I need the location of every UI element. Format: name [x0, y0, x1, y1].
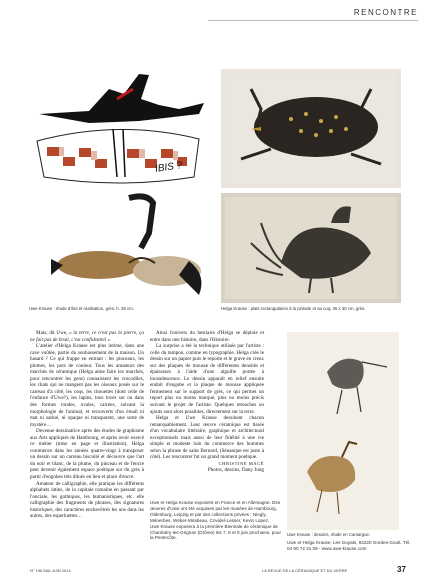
sketch-handwriting: IBIS ?: [154, 160, 183, 175]
sidebar-info: [150, 500, 282, 541]
rooster-plate-image: [221, 193, 401, 303]
sidebar-paragraph: Uwe et Helga Krause exposent en France et en Allemagne. Des œuvres d'Uwe ont été acquises par les musées de Hambourg, Oldenburg, Leipzig et par des collections privées : Niegly, Ménerbes, Weber-Mirabeau, Covidel-Lesser, Kevin Lopez.: [150, 500, 281, 523]
article-paragraph: Mais, dit Uwe, « la terre, ce n'est pas la pierre, ça ne fait pas de bruit, c'est confidentiel ».: [30, 330, 145, 343]
photo-credits: Photos, dessins, Dany Jung: [207, 467, 264, 474]
article-paragraph: Ainsi l'univers du bestiaire d'Helga se déploie et entre dans une histoire, dans l'Histoire.: [150, 330, 264, 343]
article-paragraph: L'atelier d'Helga Krause est plus intime, dans une cave voûtée, partie du soubassement de la maison. Un hasard ? Ce qui frappe en entrant : les pinceaux, les plumes, les pots de couleur. Tous les amateurs des marchés de céramique (Helga aime faire les marchés, pour rencontrer les gens) connaissent les crocodiles, les chats qui ne mangent pas les oiseaux posés sur le carreau d'à côté, les coqs, les chouettes (dont celle de l'enfance d'Uwe?), les lapins, tous lovés sur ou dans des formes rondes, ovales, carrées, suivant la morphologie de l'animal, et recouverts d'un émail ni mat ni satiné, ni opaque ni transparent, une sorte de mystère…: [30, 343, 144, 428]
guinea-fowl-plate-image: [221, 69, 401, 188]
article-column-2: [150, 330, 264, 474]
article-paragraph: Helga et Uwe Krause dessinent chacun remarquablement. Leur œuvre céramique est tissée d'un vocabulaire littéraire, graphique et architectural exceptionnels mais aussi de leur fidélité à une vie simple et modeste loin du commerce des hommes selon la phrase de saint Bernard, (Sénanque est juste à côté). Les rencontrer fut un grand moment poétique.: [150, 415, 264, 461]
caption-left: Uwe Krause : étude d'ibis et réalisation, grès, h. 35 cm.: [29, 306, 134, 311]
contact-info: Uwe et Helga Krause, Les Guyats, 84220 Gordes-Goult. Tél. 04 90 72 31 09 - www.uwe-krause.com: [287, 540, 411, 551]
article-paragraph: Devenue dessinatrice après des études de graphisme aux Arts appliqués de Hambourg, et après avoir exercé ce métier (mise en page et illustration), Helga commence dans les années quatre-vingt à transposer un dessin sur un carreau biscuité et découvre que l'art du noir et blanc, de la plume, du pinceau et de l'encre peut devenir également espace poétique sur du grès à partir d'engobes très dilués en lieu et place d'encre.: [30, 428, 144, 481]
sidebar-drawings-image: [287, 332, 399, 530]
issue-info: N° 196 MAI-JUIN 2014: [30, 568, 71, 573]
article-column-1: [30, 330, 144, 520]
section-title: RENCONTRE: [353, 8, 418, 17]
page-number: 37: [397, 565, 406, 574]
caption-sidebar: Uwe Krause : dessins, étude en Camargue.: [287, 532, 371, 537]
ibis-sketch-image: [29, 69, 213, 200]
sidebar-paragraph: Uwe Krause exposera à la première Biennale de céramique de Chambéry-les-Grignan (Drôme) les 7, 8 et 9 juin prochains, pour la Pentecôte.: [150, 523, 281, 541]
author-name: CHRISTINE MACÉ: [218, 460, 264, 466]
article-paragraph: Amateur de calligraphie, elle pratique les différents alphabets latins, de la capitale romaine en passant par l'onciale, les gothiques, les humanistiques, etc. elle calligraphie des fragments de phrases, des signatures historiques, des caractères enchevêtrés les uns dans les autres, des esperluettes…: [30, 480, 144, 520]
caption-right: Helga Krause : plats rectangulaires à la pintade et au coq, 36 x 30 cm, grès.: [221, 306, 366, 311]
header-rule: [208, 20, 418, 21]
magazine-name: LA REVUE DE LA CÉRAMIQUE ET DU VERRE: [262, 568, 348, 573]
ibis-sculpture-image: [29, 193, 215, 303]
article-paragraph: La surprise a été la technique utilisée par l'artiste : celle du tampon, comme en typographie. Helga crée le dessin sur un papier puis le reporte et le grave en creux sur des plaques de mousse de différentes densités et épaisseurs à l'aide d'une aiguille portée à incandescence. Le dessin apparaît en relief ensuite enduit d'engobe et la plaque de mousse appliquée fermement sur le support de grès, ce qui permet un report plus ou moins marqué, plus ou moins précis suivant le projet de l'artiste. Quelques retouches ou ajouts sont alors possibles, directement sur la terre.: [150, 343, 264, 415]
